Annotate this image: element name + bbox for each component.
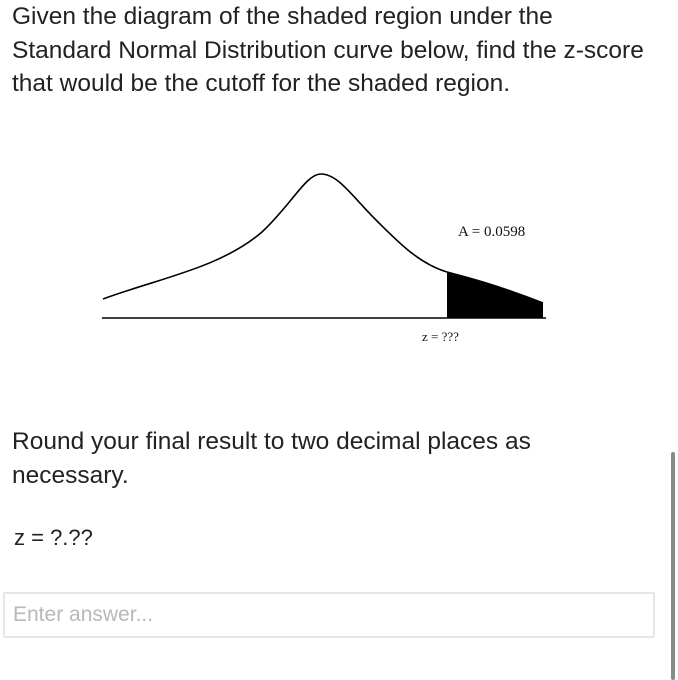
answer-input[interactable]: [3, 592, 655, 638]
question-text: Given the diagram of the shaded region under the Standard Normal Distribution curve below, find the z-score that would be the cutoff for the shaded region.: [12, 3, 644, 97]
rounding-instruction: Round your final result to two decimal places as necessary.: [12, 428, 531, 489]
z-answer-prompt: z = ?.??: [14, 525, 93, 550]
shaded-area-label: A = 0.0598: [458, 224, 526, 240]
scrollbar-thumb[interactable]: [671, 452, 675, 680]
shaded-right-tail: [447, 272, 543, 318]
normal-curve-graphic: [0, 160, 678, 360]
scrollbar[interactable]: [666, 0, 678, 680]
normal-distribution-diagram: [0, 160, 678, 360]
z-cutoff-label: z = ???: [422, 329, 459, 344]
